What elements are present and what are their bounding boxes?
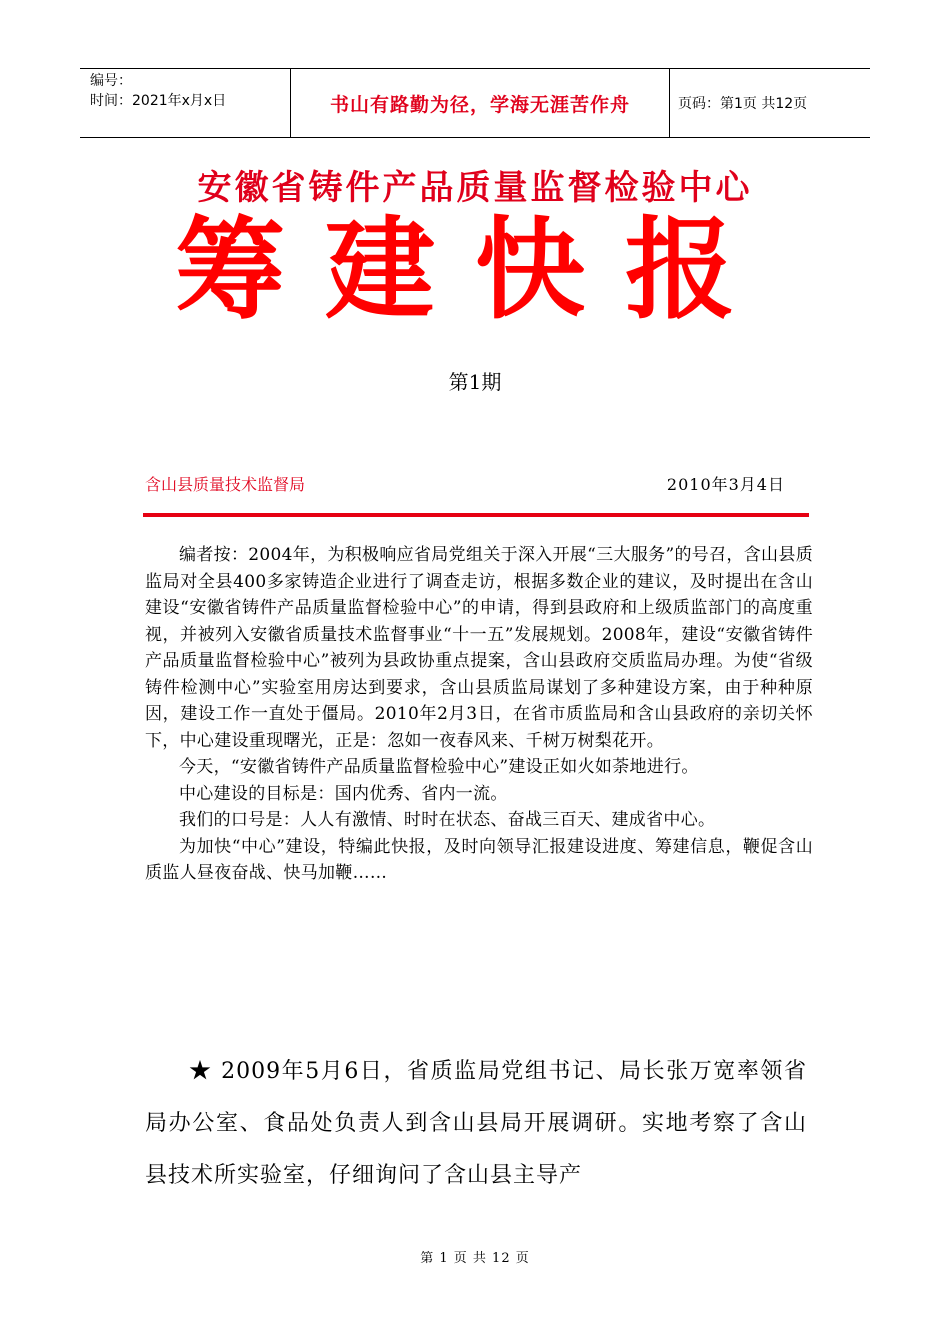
editor-note-paragraph: 为加快“中心”建设，特编此快报，及时向领导汇报建设进度、筹建信息，鞭促含山质监人昼夜奋战、快马加鞭…… bbox=[145, 836, 813, 883]
sender: 含山县质量技术监督局 bbox=[145, 475, 306, 494]
header-meta bbox=[80, 69, 290, 137]
page-info: 页码：第1页 共12页 bbox=[678, 96, 808, 112]
time-label: 时间：2021年x月x日 bbox=[90, 93, 227, 109]
sender-row bbox=[145, 472, 785, 496]
number-label: 编号： bbox=[90, 73, 132, 89]
editor-note-paragraph: 中心建设的目标是：国内优秀、省内一流。 bbox=[179, 783, 508, 804]
issue-number: 第1期 bbox=[448, 370, 502, 394]
editor-note-paragraph: 编者按：2004年，为积极响应省局党组关于深入开展“三大服务”的号召，含山县质监局对全县400多家铸造企业进行了调查走访，根据多数企业的建议，及时提出在含山建设“安徽省铸件产品质量监督检验中心”的申请，得到县政府和上级质监部门的高度重视，并被列入安徽省质量技术监督事业“十一五”发展规划。2008年，建设“安徽省铸件产品质量监督检验中心”被列为县政协重点提案，含山县政府交质监局办理。为使“省级铸件检测中心”实验室用房达到要求，含山县质监局谋划了多种建设方案，由于种种原因，建设工作一直处于僵局。2010年2月3日，在省市质监局和含山县政府的亲切关怀下，中心建设重现曙光，正是：忽如一夜春风来、千树万树梨花开。 bbox=[145, 545, 813, 751]
page-footer: 第 1 页 共 12 页 bbox=[420, 1251, 530, 1266]
editor-note-paragraph: 今天，“安徽省铸件产品质量监督检验中心”建设正如火如荼地进行。 bbox=[179, 757, 699, 777]
issue-date: 2010年3月4日 bbox=[666, 475, 785, 494]
motto: 书山有路勤为径，学海无涯苦作舟 bbox=[329, 93, 630, 116]
red-divider bbox=[143, 513, 809, 517]
header-motto-cell bbox=[290, 69, 670, 137]
editor-note-paragraph: 我们的口号是：人人有激情、时时在状态、奋战三百天、建成省中心。 bbox=[179, 810, 716, 830]
newsletter-title: 筹建快报 bbox=[175, 205, 775, 334]
news-body bbox=[145, 1046, 807, 1202]
news-paragraph: ★ 2009年5月6日，省质监局党组书记、局长张万宽率领省局办公室、食品处负责人到含山县局开展调研。实地考察了含山县技术所实验室，仔细询问了含山县主导产 bbox=[145, 1059, 807, 1188]
organization-title: 安徽省铸件产品质量监督检验中心 bbox=[197, 168, 753, 208]
header-page-cell bbox=[670, 69, 870, 137]
document-header bbox=[80, 68, 870, 138]
editor-note bbox=[145, 542, 813, 887]
